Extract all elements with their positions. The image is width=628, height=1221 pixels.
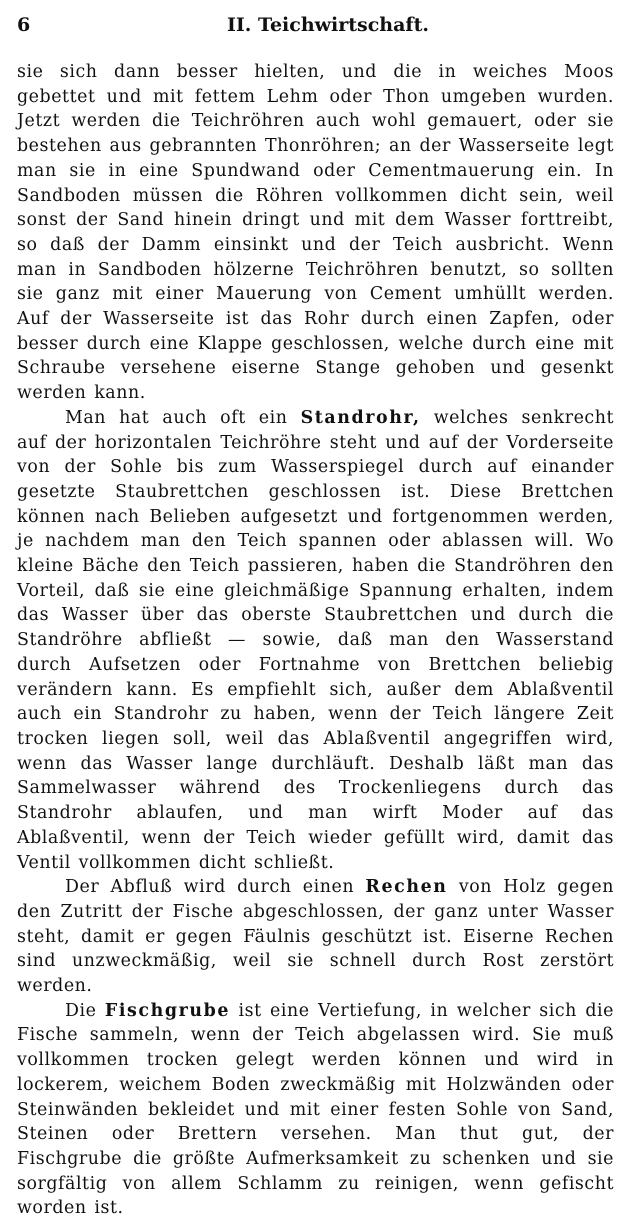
emphasized-term: Standrohr,	[300, 407, 421, 428]
running-head	[17, 14, 614, 44]
paragraph	[17, 406, 614, 875]
paragraph	[17, 875, 614, 999]
text-run: sie sich dann besser hielten, und die in weiches Moos gebettet und mit fettem Lehm oder Thon umgeben wurden. Jetzt werden die Teichröhren auch wohl gemauert, oder sie bestehen aus gebrannten Thonröhren; an der Wasserseite legt man sie in eine Spundwand oder Cementmauerung ein. In Sandboden müssen die Röhren vollkommen dicht sein, weil sonst der Sand hinein dringt und mit dem Wasser forttreibt, so daß der Damm einsinkt und der Teich ausbricht. Wenn man in Sandboden hölzerne Teichröhren benutzt, so sollten sie ganz mit einer Mauerung von Cement umhüllt werden. Auf der Wasserseite ist das Rohr durch einen Zapfen, oder besser durch eine Klappe geschlossen, welche durch eine mit Schraube versehene eiserne Stange gehoben und gesenkt werden kann.	[17, 62, 614, 404]
paragraph	[17, 60, 614, 406]
text-run: welches senkrecht auf der horizontalen Teichröhre steht und auf der Vorderseite von der Sohle bis zum Wasserspiegel durch auf einander gesetzte Staubrettchen geschlossen ist. Diese Brettchen können nach Belieben aufgesetzt und fortgenommen werden, je nachdem man den Teich spannen oder ablassen will. Wo kleine Bäche den Teich passieren, haben die Standröhren den Vorteil, daß sie eine gleichmäßige Spannung erhalten, indem das Wasser über das oberste Staubrettchen und durch die Standröhre abfließt — sowie, daß man den Wasserstand durch Aufsetzen oder Fortnahme von Brettchen beliebig verändern kann. Es empfiehlt sich, außer dem Ablaßventil auch ein Standrohr zu haben, wenn der Teich längere Zeit trocken liegen soll, weil das Ablaßventil angegriffen wird, wenn das Wasser lange durchläuft. Deshalb läßt man das Sammelwasser während des Trockenliegens durch das Standrohr ablaufen, und man wirft Moder auf das Ablaßventil, wenn der Teich wieder gefüllt wird, damit das Ventil vollkommen dicht schließt.	[17, 407, 614, 873]
text-run: Die	[65, 1000, 105, 1021]
paragraph	[17, 999, 614, 1221]
text-run: von Holz gegen den Zutritt der Fische abgeschlossen, der ganz unter Wasser steht, damit er gegen Fäulnis geschützt ist. Eiserne Rechen sind unzweckmäßig, weil sie schnell durch Rost zerstört werden.	[17, 877, 614, 997]
chapter-title: II. Teichwirtschaft.	[227, 14, 429, 36]
emphasized-term: Rechen	[365, 877, 448, 898]
emphasized-term: Fischgrube	[104, 1000, 231, 1021]
body-text	[17, 60, 614, 1221]
page-number: 6	[17, 14, 31, 36]
text-run: Man hat auch oft ein	[65, 407, 301, 428]
text-run: ist eine Vertiefung, in welcher sich die Fische sammeln, wenn der Teich abgelassen wird. Sie muß vollkommen trocken gelegt werden können und wird in lockerem, weichem Boden zweckmäßig mit Holzwänden oder Steinwänden bekleidet und mit einer festen Sohle von Sand, Steinen oder Brettern versehen. Man thut gut, der Fischgrube die größte Aufmerksamkeit zu schenken und sie sorgfältig von allem Schlamm zu reinigen, wenn gefischt worden ist.	[17, 1000, 614, 1219]
text-run: Der Abfluß wird durch einen	[65, 877, 366, 898]
